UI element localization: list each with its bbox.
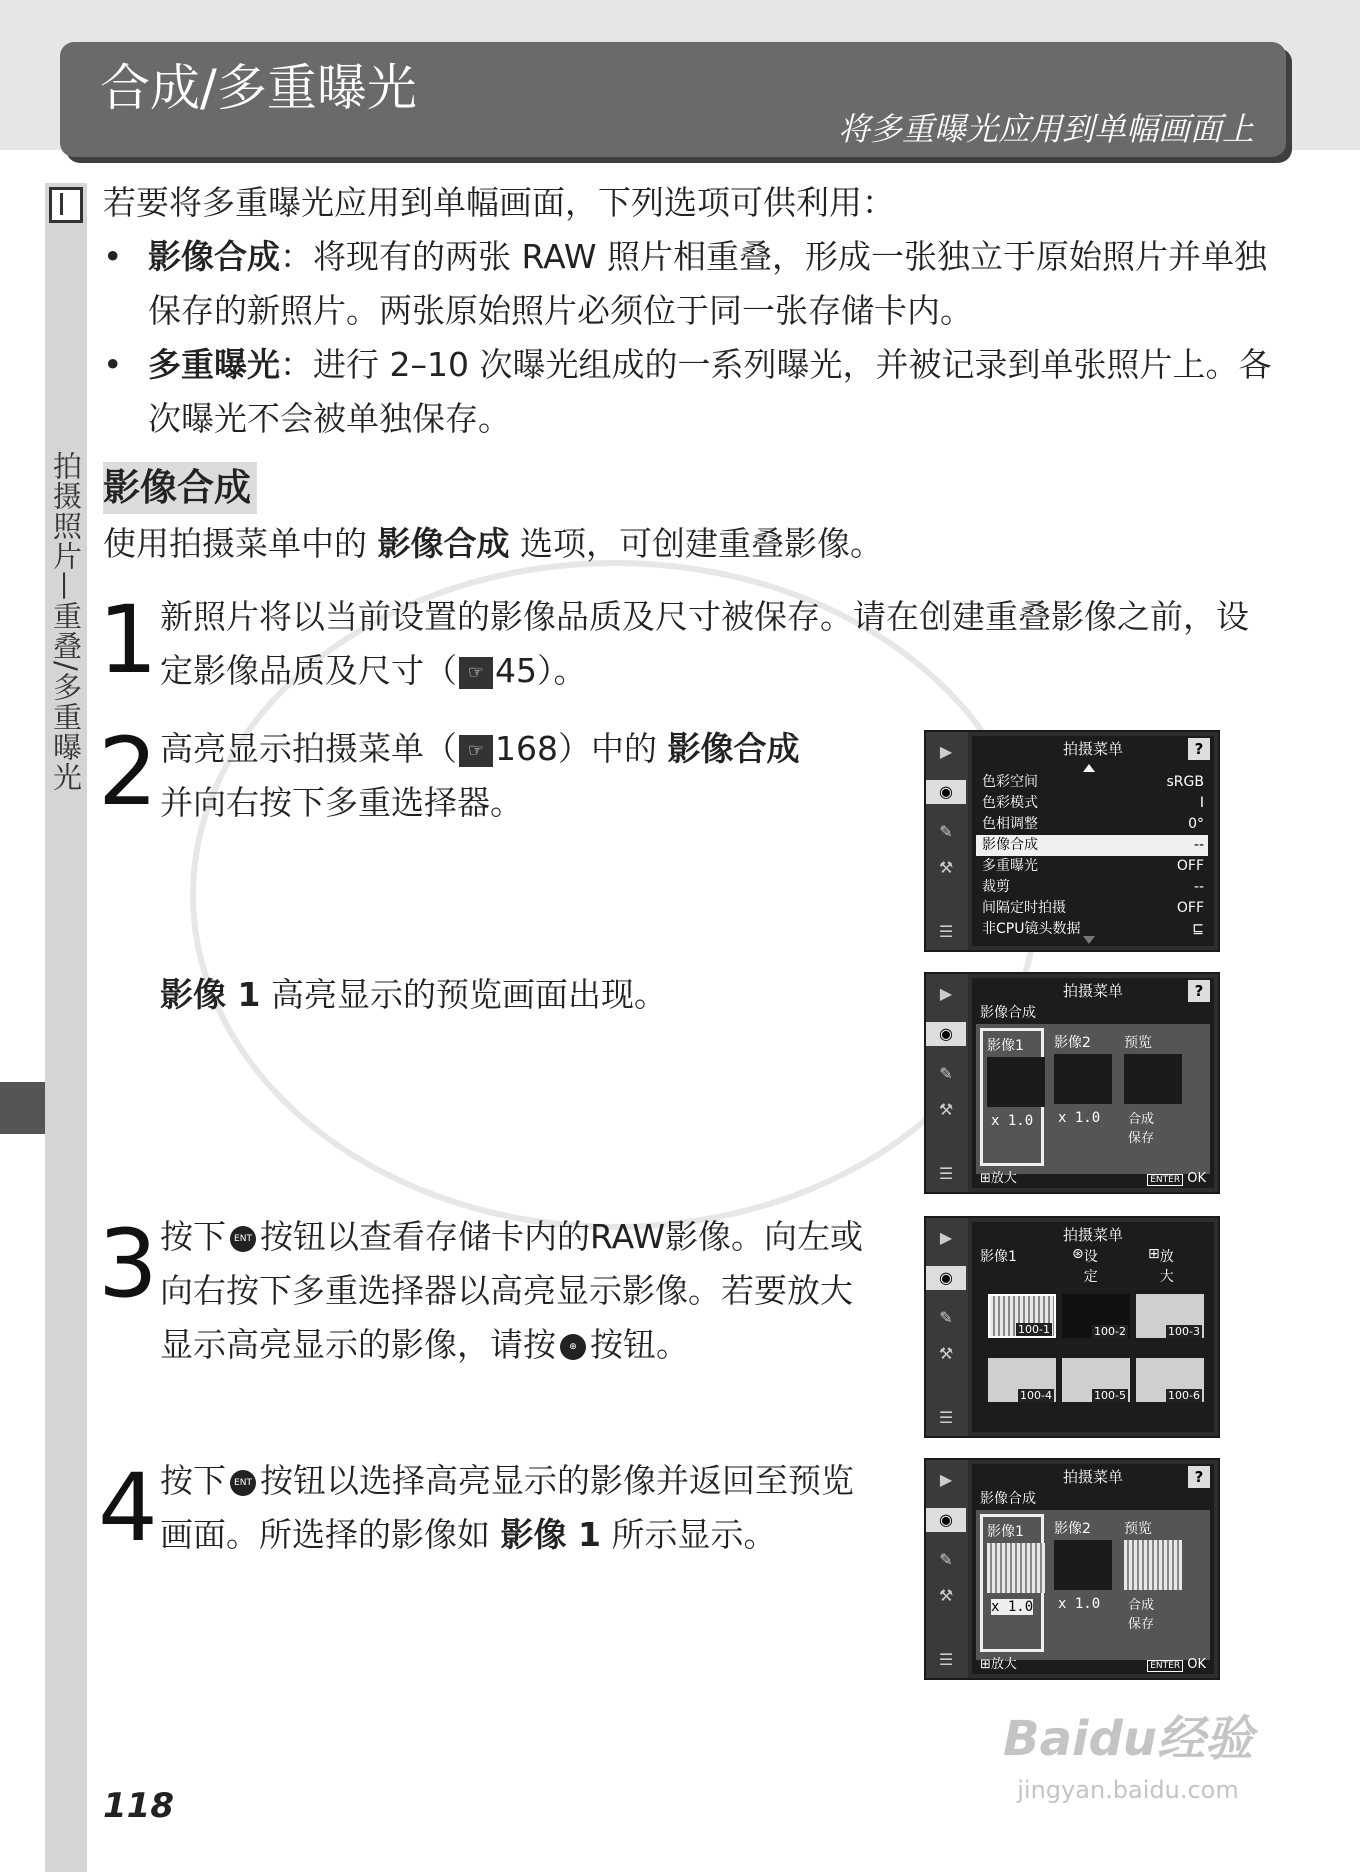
- slot-image: [1054, 1540, 1112, 1590]
- ok-hint: [1147, 1171, 1206, 1186]
- step-text-pre: 新照片将以当前设置的影像品质及尺寸被保存。请在创建重叠影像之前，设定影像品质及尺寸（: [160, 597, 1249, 690]
- slot-label: 影像1: [987, 1038, 1024, 1054]
- menu-item-value: 0°: [1188, 816, 1204, 832]
- recent-tab-icon: ☰: [938, 1408, 954, 1427]
- thumbnail: [1062, 1294, 1130, 1338]
- menu-tabs: [926, 974, 968, 1192]
- slot-image-2: [1050, 1514, 1114, 1652]
- save-label: 保存: [1128, 1617, 1155, 1632]
- camera-screen-overlay: [924, 972, 1220, 1194]
- help-icon: ?: [1188, 980, 1210, 1002]
- step-text: [160, 1454, 880, 1562]
- menu-title: 拍摄菜单: [1062, 1226, 1123, 1244]
- menu-item-label: 色相调整: [982, 816, 1038, 832]
- step-number: 3: [98, 1210, 154, 1319]
- desc-bold: 影像合成: [377, 524, 510, 563]
- menu-item-label: 影像合成: [982, 837, 1038, 853]
- title-bar: [60, 42, 1286, 157]
- section-title: 影像合成: [103, 462, 257, 514]
- baidu-watermark: Baidu经验: [1003, 1711, 1253, 1767]
- page-ref-icon: ☞: [459, 735, 493, 767]
- menu-item: [982, 898, 1208, 919]
- menu-item: [982, 856, 1208, 877]
- step-note-text: 高亮显示的预览画面出现。: [260, 975, 667, 1014]
- preview-actions: [1128, 1110, 1154, 1148]
- slot-gain: x 1.0: [991, 1599, 1034, 1615]
- camera-screen-menu: [924, 730, 1220, 952]
- intro-text: 若要将多重曝光应用到单幅画面，下列选项可供利用：: [103, 183, 895, 222]
- overlay-panel: [976, 1510, 1210, 1660]
- step-text-pre: 按下: [160, 1461, 226, 1500]
- overlay-panel: [976, 1024, 1210, 1174]
- slot-gain: x 1.0: [1058, 1596, 1101, 1612]
- camera-tab-icon: ◉: [926, 1022, 966, 1046]
- zoom-hint: ⊞放大: [980, 1171, 1017, 1186]
- thumbs-head-label: 影像1: [980, 1249, 1017, 1265]
- menu-item: [982, 919, 1208, 940]
- overlay-subtitle: 影像合成: [980, 1005, 1036, 1021]
- step-text-post: ）。: [537, 651, 587, 690]
- slot-gain: x 1.0: [1058, 1110, 1101, 1126]
- page-subtitle: 将多重曝光应用到单幅画面上: [837, 110, 1254, 148]
- menu-item: [982, 772, 1208, 793]
- ok-hint: [1147, 1657, 1206, 1672]
- menu-item-value: sRGB: [1166, 774, 1204, 790]
- menu-title: 拍摄菜单: [1062, 740, 1123, 758]
- zoom-label: 放大: [990, 1657, 1017, 1672]
- menu-title: 拍摄菜单: [1062, 982, 1123, 1000]
- bullet-term: 影像合成: [148, 237, 280, 276]
- bullet-term: 多重曝光: [148, 345, 280, 384]
- slot-image: [987, 1543, 1045, 1593]
- desc-pre: 使用拍摄菜单中的: [103, 524, 378, 563]
- slot-preview: [1120, 1514, 1184, 1652]
- step-text: [160, 1210, 880, 1372]
- merge-label: 合成: [1128, 1112, 1155, 1127]
- pencil-tab-icon: ✎: [939, 1308, 953, 1327]
- thumbnail-label: 100-4: [1020, 1389, 1052, 1402]
- merge-label: 合成: [1128, 1598, 1155, 1613]
- preview-actions: [1128, 1596, 1154, 1634]
- camera-screen-overlay-selected: [924, 1458, 1220, 1680]
- slot-label: 影像1: [987, 1524, 1024, 1540]
- page-title: 合成/多重曝光: [100, 59, 417, 117]
- bullet-dot: •: [103, 345, 123, 384]
- playback-tab-icon: ▶: [939, 742, 953, 761]
- side-tab-label: 拍摄照片—重叠/多重曝光: [49, 451, 83, 792]
- camera-tab-icon: ◉: [926, 1508, 966, 1532]
- thumbnail: [988, 1358, 1056, 1402]
- step-text: [160, 590, 1280, 698]
- playback-tab-icon: ▶: [939, 1470, 953, 1489]
- save-label: 保存: [1128, 1131, 1155, 1146]
- bullet-text: ：将现有的两张 RAW 照片相重叠，形成一张独立于原始照片并单独保存的新照片。两张原始照片必须位于同一张存储卡内。: [148, 237, 1267, 330]
- menu-tabs: [926, 1218, 968, 1436]
- slot-image: [987, 1057, 1045, 1107]
- zoom-label: 放大: [990, 1171, 1017, 1186]
- slot-label: 预览: [1124, 1035, 1152, 1051]
- camera-chapter-icon: [49, 187, 83, 223]
- menu-item-value: --: [1193, 837, 1204, 853]
- side-tab: [45, 183, 87, 1872]
- zoom-hint: ⊞ 放大: [1148, 1246, 1174, 1285]
- menu-item-label: 色彩空间: [982, 774, 1038, 790]
- step-note: [160, 968, 880, 1022]
- step-text-pre: 按下: [160, 1217, 226, 1256]
- step-note-bold: 影像 1: [160, 975, 261, 1014]
- help-icon: ?: [1188, 1466, 1210, 1488]
- thumbnail: [1136, 1358, 1204, 1402]
- menu-item: [982, 793, 1208, 814]
- step-text-post: 所示显示。: [600, 1515, 777, 1554]
- slot-label: 影像2: [1054, 1521, 1091, 1537]
- menu-item: [982, 814, 1208, 835]
- step-bold: 影像合成: [667, 729, 800, 768]
- slot-image: [1054, 1054, 1112, 1104]
- step-bold: 影像 1: [500, 1515, 601, 1554]
- ok-label: OK: [1187, 1657, 1206, 1672]
- menu-item-label: 色彩模式: [982, 795, 1038, 811]
- bullet-dot: •: [103, 237, 123, 276]
- thumbnail-label: 100-5: [1094, 1389, 1126, 1402]
- menu-tabs: [926, 1460, 968, 1678]
- enter-button-icon: ENT: [230, 1470, 256, 1496]
- wrench-tab-icon: ⚒: [938, 1100, 954, 1119]
- slot-gain: x 1.0: [991, 1113, 1034, 1129]
- page-ref: 168: [495, 729, 558, 768]
- page-ref-icon: ☞: [459, 657, 493, 689]
- enter-label: ENTER: [1147, 1660, 1183, 1672]
- thumbnail-label: 100-3: [1168, 1325, 1200, 1338]
- step-text-mid: ）中的: [558, 729, 668, 768]
- step-text-pre: 高亮显示拍摄菜单（: [160, 729, 457, 768]
- thumbs-body: [972, 1222, 1214, 1432]
- baidu-url: jingyan.baidu.com: [1017, 1776, 1239, 1804]
- menu-item: [982, 877, 1208, 898]
- zoom-hint: ⊞放大: [980, 1657, 1017, 1672]
- overlay-body: [972, 978, 1214, 1188]
- bullet-text: ：进行 2–10 次曝光组成的一系列曝光，并被记录到单张照片上。各次曝光不会被单独保存。: [148, 345, 1272, 438]
- thumbnail: [988, 1294, 1056, 1338]
- zoom-label: 放大: [1159, 1249, 1174, 1285]
- step-text: [160, 722, 880, 830]
- slot-label: 预览: [1124, 1521, 1152, 1537]
- set-label: 设定: [1083, 1249, 1098, 1285]
- menu-item-value: OFF: [1176, 858, 1204, 874]
- enter-label: ENTER: [1147, 1174, 1183, 1186]
- thumbnail-label: 100-1: [1018, 1323, 1050, 1336]
- menu-item-value: ⊑: [1192, 921, 1204, 937]
- camera-tab-icon: ◉: [926, 780, 966, 804]
- pencil-tab-icon: ✎: [939, 1550, 953, 1569]
- scroll-up-icon: [1083, 764, 1095, 772]
- step-number: 2: [98, 718, 154, 827]
- slot-image-1: [980, 1028, 1044, 1166]
- wrench-tab-icon: ⚒: [938, 1586, 954, 1605]
- slot-image: [1124, 1054, 1182, 1104]
- menu-item-label: 非CPU镜头数据: [982, 921, 1081, 937]
- overlay-subtitle: 影像合成: [980, 1491, 1036, 1507]
- recent-tab-icon: ☰: [938, 1650, 954, 1669]
- playback-tab-icon: ▶: [939, 984, 953, 1003]
- recent-tab-icon: ☰: [938, 922, 954, 941]
- slot-preview: [1120, 1028, 1184, 1166]
- menu-tabs: [926, 732, 968, 950]
- zoom-button-icon: ⊕: [560, 1334, 586, 1360]
- wrench-tab-icon: ⚒: [938, 858, 954, 877]
- slot-image-1: [980, 1514, 1044, 1652]
- slot-label: 影像2: [1054, 1035, 1091, 1051]
- menu-item-highlighted: [976, 835, 1208, 856]
- step-number: 1: [98, 586, 154, 695]
- thumbnail-label: 100-2: [1094, 1325, 1126, 1338]
- overlay-body: [972, 1464, 1214, 1674]
- section-desc: [103, 518, 883, 565]
- slot-image-2: [1050, 1028, 1114, 1166]
- page-ref: 45: [495, 651, 537, 690]
- slot-image: [1124, 1540, 1182, 1590]
- step-text-post: 按钮。: [590, 1325, 689, 1364]
- menu-item-value: --: [1193, 879, 1204, 895]
- menu-title: 拍摄菜单: [1062, 1468, 1123, 1486]
- menu-item-value: OFF: [1176, 900, 1204, 916]
- camera-screen-thumbnails: [924, 1216, 1220, 1438]
- recent-tab-icon: ☰: [938, 1164, 954, 1183]
- page-number: 118: [103, 1786, 174, 1826]
- pencil-tab-icon: ✎: [939, 822, 953, 841]
- help-icon: ?: [1188, 738, 1210, 760]
- menu-item-value: I: [1199, 795, 1204, 811]
- set-hint: ⊛ 设定: [1072, 1246, 1098, 1285]
- thumbnail: [1062, 1358, 1130, 1402]
- menu-item-label: 间隔定时拍摄: [982, 900, 1066, 916]
- thumbnail-label: 100-6: [1168, 1389, 1200, 1402]
- side-marker: [0, 1082, 45, 1134]
- menu-item-label: 多重曝光: [982, 858, 1038, 874]
- menu-item-label: 裁剪: [982, 879, 1010, 895]
- playback-tab-icon: ▶: [939, 1228, 953, 1247]
- thumbnail: [1136, 1294, 1204, 1338]
- wrench-tab-icon: ⚒: [938, 1344, 954, 1363]
- desc-post: 选项，可创建重叠影像。: [509, 524, 883, 563]
- menu-body: [972, 736, 1214, 946]
- step-text-mid: 按钮以查看存储卡内的RAW影像。向左或向右按下多重选择器以高亮显示影像。若要放大显示高亮显示的影像，请按: [160, 1217, 863, 1364]
- step-number: 4: [98, 1454, 154, 1563]
- ok-label: OK: [1187, 1171, 1206, 1186]
- scroll-down-icon: [1083, 936, 1095, 944]
- pencil-tab-icon: ✎: [939, 1064, 953, 1083]
- step-text-post: 并向右按下多重选择器。: [160, 783, 523, 822]
- step-text-mid: 按钮以选择高亮显示的影像并返回至预览画面。所选择的影像如: [160, 1461, 854, 1554]
- camera-tab-icon: ◉: [926, 1266, 966, 1290]
- enter-button-icon: ENT: [230, 1226, 256, 1252]
